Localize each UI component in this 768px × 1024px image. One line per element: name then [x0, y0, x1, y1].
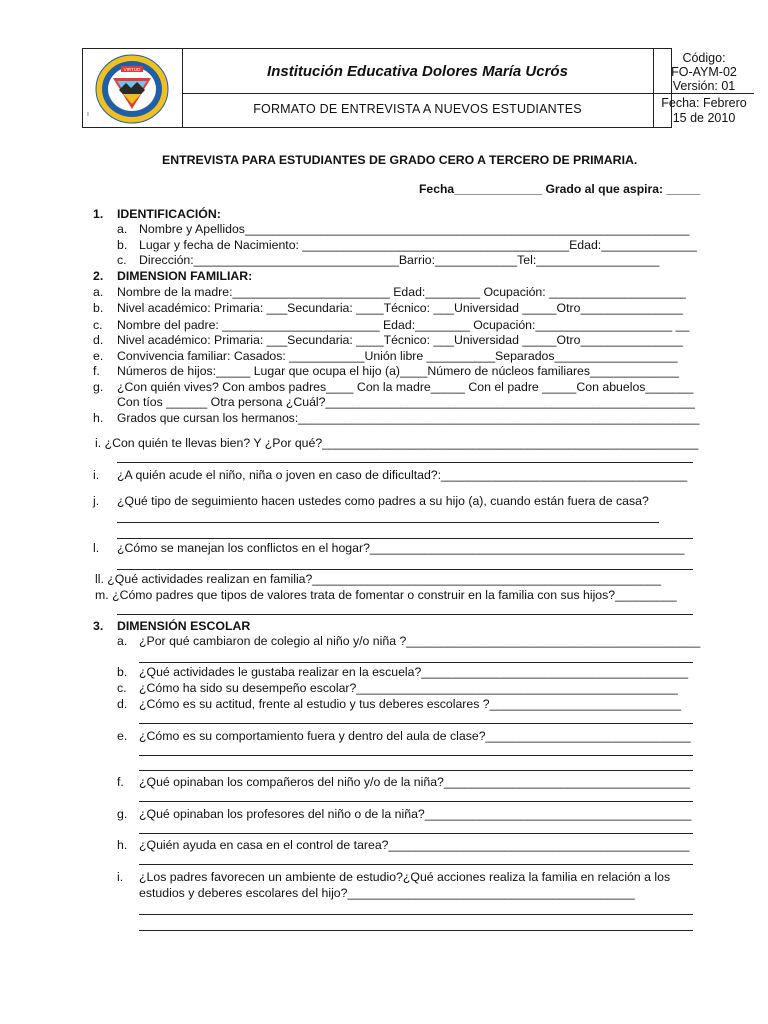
s2-l-field: ¿Cómo se manejan los conflictos en el hogar?______________________________________________	[117, 541, 685, 555]
s2-d-field: Nivel académico: Primaria: ___Secundaria: ____Técnico: ___Universidad _____Otro_______________	[117, 333, 684, 347]
answer-line	[139, 833, 693, 834]
s1-a-field: Nombre y Apellidos_________________________________________________________________	[139, 222, 690, 236]
s2-i2-num: i.	[93, 468, 100, 482]
s2-b-num: b.	[93, 301, 104, 315]
code-cell	[654, 49, 754, 94]
format-title: FORMATO DE ENTREVISTA A NUEVOS ESTUDIANTES	[253, 102, 582, 116]
section-2-title: DIMENSION FAMILIAR:	[117, 269, 253, 283]
s2-i-field: i. ¿Con quién te llevas bien? Y ¿Por qué?_______________________________________________________	[95, 436, 699, 450]
s2-e-num: e.	[93, 349, 104, 363]
s3-h-num: h.	[117, 838, 128, 852]
section-3-title: DIMENSIÓN ESCOLAR	[117, 619, 251, 633]
s2-c-field: Nombre del padre: _______________________ Edad:________ Ocupación:____________________ __	[117, 318, 690, 332]
s1-b-field: Lugar y fecha de Nacimiento: _______________________________________Edad:______________	[139, 238, 697, 252]
s3-h-field: ¿Quién ayuda en casa en el control de tarea?____________________________________________	[139, 838, 690, 852]
s3-a-num: a.	[117, 634, 128, 648]
s2-e-field: Convivencia familiar: Casados: ___________Unión libre __________Separados__________________	[117, 349, 678, 363]
s1-c-field: Dirección:______________________________Barrio:____________Tel:__________________	[139, 253, 660, 267]
s2-h-field: Grados que cursan los hermanos:____________________________________________________________	[117, 411, 700, 425]
small-mark: ı	[87, 111, 89, 118]
code-label: Código:	[682, 51, 726, 65]
answer-line	[117, 462, 693, 463]
s3-i-field: estudios y deberes escolares del hijo?__________________________________________	[139, 886, 635, 900]
answer-line	[139, 930, 693, 931]
s2-l-num: l.	[93, 541, 100, 555]
s3-c-num: c.	[117, 681, 127, 695]
s2-m-field: m. ¿Cómo padres que tipos de valores trata de fomentar o construir en la familia con sus hijos?_________	[95, 588, 677, 602]
answer-line	[139, 770, 693, 771]
s2-j-num: j.	[93, 494, 100, 508]
s3-b-num: b.	[117, 665, 128, 679]
s2-f-num: f.	[93, 364, 100, 378]
version-label: Versión: 01	[672, 79, 736, 93]
s3-d-field: ¿Cómo es su actitud, frente al estudio y tus deberes escolares ?____________________________	[139, 697, 682, 711]
answer-line	[117, 569, 693, 570]
s2-b-field: Nivel académico: Primaria: ___Secundaria: ____Técnico: ___Universidad _____Otro_______________	[117, 301, 684, 315]
s3-a-field: ¿Por qué cambiaron de colegio al niño y/o niña ?___________________________________________	[139, 634, 701, 648]
section-2-number: 2.	[93, 269, 104, 283]
answer-line	[139, 801, 693, 802]
s2-a-field: Nombre de la madre:_______________________ Edad:________ Ocupación: ____________________	[117, 285, 686, 299]
header-table	[82, 48, 747, 128]
date-line-1: Fecha: Febrero	[661, 96, 747, 110]
s2-d-num: d.	[93, 333, 104, 347]
s2-i2-field: ¿A quién acude el niño, niña o joven en caso de dificultad?:____________________________________	[117, 468, 688, 482]
answer-line	[139, 914, 693, 915]
s2-g-num: g.	[93, 380, 104, 394]
s3-c-field: ¿Cómo ha sido su desempeño escolar?_______________________________________________	[139, 681, 678, 695]
s3-f-field: ¿Qué opinaban los compañeros del niño y/o de la niña?____________________________________	[139, 775, 691, 789]
s2-c-num: c.	[93, 318, 103, 332]
section-1-title: IDENTIFICACIÓN:	[117, 207, 221, 221]
answer-line	[139, 864, 693, 865]
s2-g-field: ¿Con quién vives? Con ambos padres____ Con la madre_____ Con el padre _____Con abuelos_______	[117, 380, 694, 394]
s3-i-num: i.	[117, 870, 124, 884]
institution-cell	[182, 49, 654, 94]
s3-d-num: d.	[117, 697, 128, 711]
answer-line	[117, 522, 659, 523]
fecha-grado-line: Fecha_____________ Grado al que aspira: _____	[419, 182, 701, 196]
institution-logo	[95, 54, 169, 124]
s3-i-question: ¿Los padres favorecen un ambiente de estudio?¿Qué acciones realiza la familia en relación a los	[139, 870, 671, 884]
answer-line	[139, 755, 693, 756]
s3-e-num: e.	[117, 729, 128, 743]
logo-cell	[83, 49, 183, 127]
s2-f-field: Números de hijos:_____ Lugar que ocupa el hijo (a)____Número de núcleos familiares_____________	[117, 364, 679, 378]
s1-c-num: c.	[117, 253, 127, 267]
s2-a-num: a.	[93, 285, 104, 299]
answer-line	[139, 723, 693, 724]
answer-line	[139, 662, 693, 663]
answer-line	[117, 538, 693, 539]
answer-line	[117, 614, 693, 615]
document-title: ENTREVISTA PARA ESTUDIANTES DE GRADO CERO A TERCERO DE PRIMARIA.	[162, 153, 638, 167]
s2-j-question: ¿Qué tipo de seguimiento hacen ustedes como padres a su hijo (a), cuando están fuera de casa?	[117, 494, 649, 508]
s2-ll-field: ll. ¿Qué actividades realizan en familia?___________________________________________________	[95, 572, 662, 586]
section-3-number: 3.	[93, 619, 104, 633]
date-line-2: 15 de 2010	[672, 111, 736, 125]
s3-b-field: ¿Qué actividades le gustaba realizar en la escuela?_______________________________________	[139, 665, 689, 679]
section-1-number: 1.	[93, 207, 104, 221]
svg-text:VIRTUD: VIRTUD	[123, 67, 141, 72]
code-value: FO-AYM-02	[671, 65, 737, 79]
s3-g-num: g.	[117, 807, 128, 821]
s3-e-field: ¿Cómo es su comportamiento fuera y dentro del aula de clase?______________________________	[139, 729, 691, 743]
s2-g-field-continued: Con tíos ______ Otra persona ¿Cuál?______________________________________________________	[117, 395, 695, 409]
s1-b-num: b.	[117, 238, 128, 252]
institution-name: Institución Educativa Dolores María Ucrós	[267, 63, 568, 80]
s1-a-num: a.	[117, 222, 128, 236]
s3-f-num: f.	[117, 775, 124, 789]
date-cell	[654, 94, 754, 127]
format-cell	[182, 94, 654, 127]
s2-h-num: h.	[93, 411, 104, 425]
s3-g-field: ¿Qué opinaban los profesores del niño o de la niña?_______________________________________	[139, 807, 692, 821]
